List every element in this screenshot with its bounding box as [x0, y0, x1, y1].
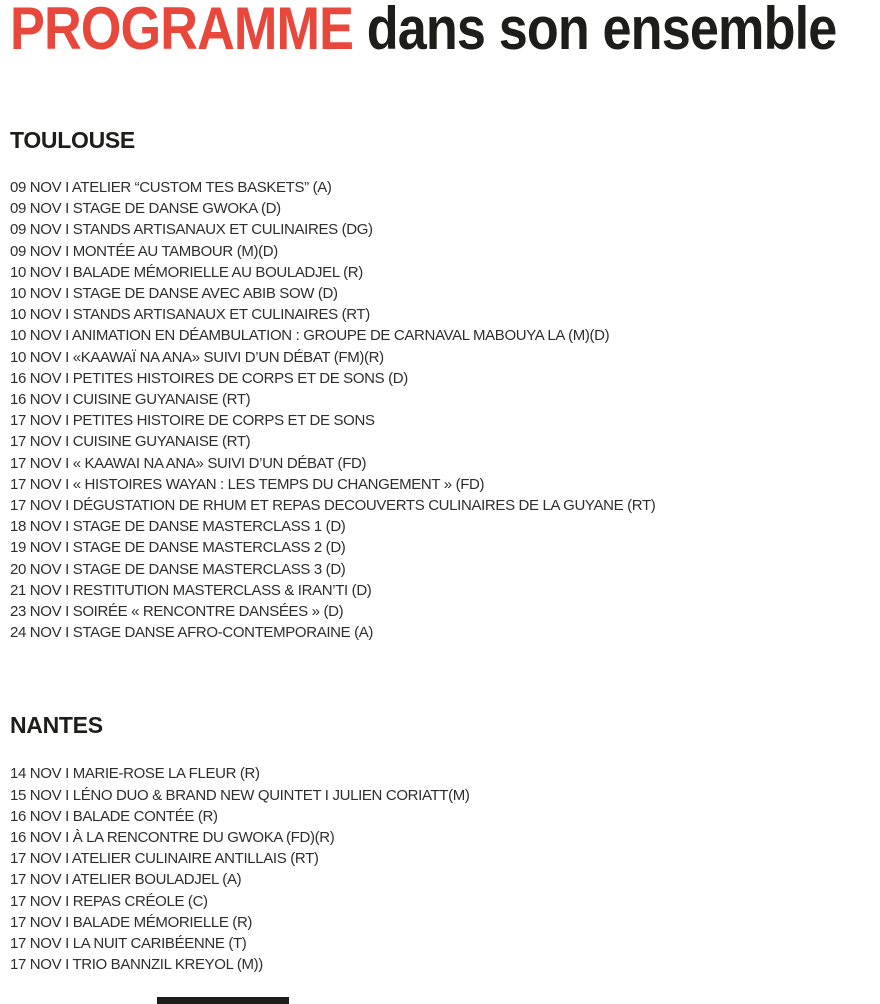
event-item: 16 NOV I CUISINE GUYANAISE (RT): [10, 391, 251, 409]
event-item: 17 NOV I ATELIER CULINAIRE ANTILLAIS (RT): [10, 850, 319, 868]
event-item: 10 NOV I STANDS ARTISANAUX ET CULINAIRES (RT): [10, 306, 370, 324]
event-item: 17 NOV I DÉGUSTATION DE RHUM ET REPAS DECOUVERTS CULINAIRES DE LA GUYANE (RT): [10, 497, 656, 515]
event-item: 17 NOV I CUISINE GUYANAISE (RT): [10, 433, 251, 451]
event-item: 14 NOV I MARIE-ROSE LA FLEUR (R): [10, 765, 260, 783]
event-item: 19 NOV I STAGE DE DANSE MASTERCLASS 2 (D): [10, 539, 346, 557]
event-item: 16 NOV I À LA RENCONTRE DU GWOKA (FD)(R): [10, 829, 335, 847]
event-item: 17 NOV I « KAAWAI NA ANA» SUIVI D’UN DÉBAT (FD): [10, 454, 367, 472]
event-item: 17 NOV I REPAS CRÉOLE (C): [10, 892, 208, 910]
sections: [10, 0, 870, 976]
event-item: 21 NOV I RESTITUTION MASTERCLASS & IRAN’TI (D): [10, 581, 372, 599]
event-item: 17 NOV I TRIO BANNZIL KREYOL (M)): [10, 956, 263, 974]
event-item: 10 NOV I ANIMATION EN DÉAMBULATION : GROUPE DE CARNAVAL MABOUYA LA (M)(D): [10, 327, 610, 345]
event-item: 09 NOV I MONTÉE AU TAMBOUR (M)(D): [10, 242, 278, 260]
city-heading-toulouse: TOULOUSE: [10, 127, 135, 153]
event-list-toulouse: [10, 177, 870, 643]
event-item: 10 NOV I BALADE MÉMORIELLE AU BOULADJEL (R): [10, 263, 363, 281]
event-item: 18 NOV I STAGE DE DANSE MASTERCLASS 1 (D): [10, 518, 346, 536]
event-item: 16 NOV I BALADE CONTÉE (R): [10, 807, 218, 825]
event-list-nantes: [10, 763, 870, 975]
event-item: 09 NOV I STANDS ARTISANAUX ET CULINAIRES (DG): [10, 221, 373, 239]
event-item: 24 NOV I STAGE DANSE AFRO-CONTEMPORAINE (A): [10, 624, 374, 642]
event-item: 16 NOV I PETITES HISTOIRES DE CORPS ET DE SONS (D): [10, 369, 408, 387]
event-item: 17 NOV I PETITES HISTOIRE DE CORPS ET DE SONS: [10, 412, 375, 430]
event-item: 17 NOV I ATELIER BOULADJEL (A): [10, 871, 242, 889]
event-item: 20 NOV I STAGE DE DANSE MASTERCLASS 3 (D): [10, 560, 346, 578]
title-highlight: PROGRAMME: [10, 0, 354, 62]
event-item: 15 NOV I LÉNO DUO & BRAND NEW QUINTET I JULIEN CORIATT(M): [10, 786, 470, 804]
section-nantes: [10, 712, 870, 975]
title-rest: dans son ensemble: [353, 0, 837, 62]
event-item: 17 NOV I « HISTOIRES WAYAN : LES TEMPS DU CHANGEMENT » (FD): [10, 475, 485, 493]
section-toulouse: [10, 127, 870, 643]
event-item: 10 NOV I «KAAWAÏ NA ANA» SUIVI D’UN DÉBAT (FM)(R): [10, 348, 384, 366]
city-heading-nantes: NANTES: [10, 712, 103, 739]
event-item: 17 NOV I LA NUIT CARIBÉENNE (T): [10, 935, 247, 953]
event-item: 17 NOV I BALADE MÉMORIELLE (R): [10, 913, 253, 931]
event-item: 23 NOV I SOIRÉE « RENCONTRE DANSÉES » (D): [10, 603, 344, 621]
event-item: 10 NOV I STAGE DE DANSE AVEC ABIB SOW (D): [10, 285, 338, 303]
cut-off-bottom-bar: [157, 997, 289, 1004]
event-item: 09 NOV I STAGE DE DANSE GWOKA (D): [10, 200, 281, 218]
event-item: 09 NOV I ATELIER “CUSTOM TES BASKETS” (A): [10, 179, 332, 196]
